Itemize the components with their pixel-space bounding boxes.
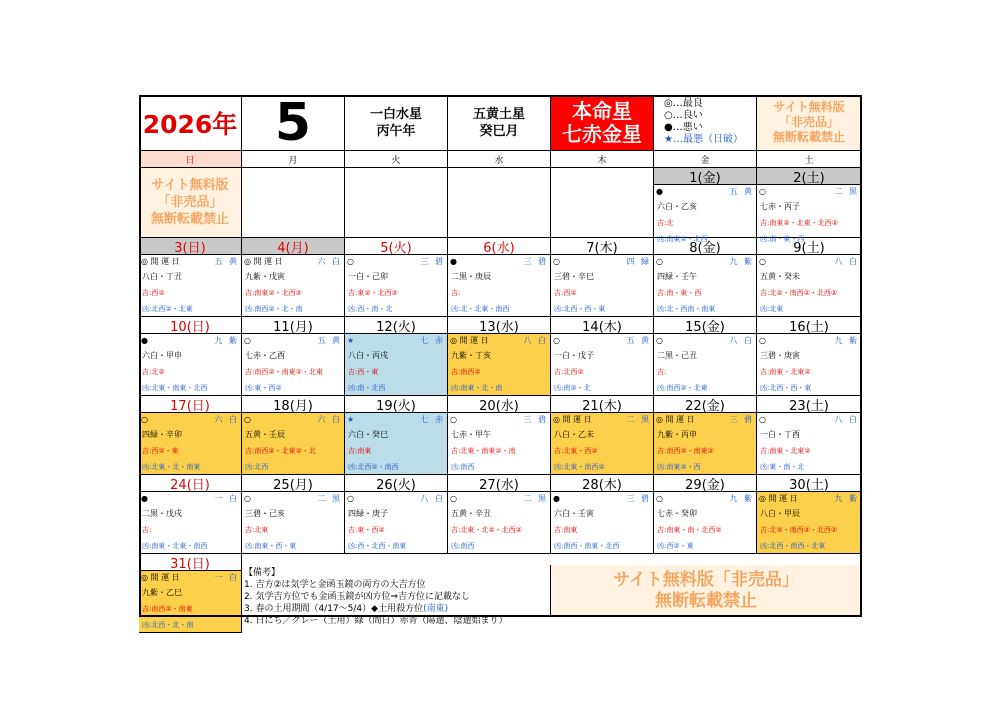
- fortune-mark: ○: [759, 257, 766, 266]
- lucky-directions: 吉:南東②・北東・北西②: [760, 219, 838, 227]
- lucky-directions: 吉:南東②・北西②: [245, 289, 302, 297]
- lucky-directions: 吉:北西②: [554, 368, 584, 376]
- day-cell: [242, 255, 345, 317]
- day-cell: [448, 334, 551, 396]
- day-cell: [242, 334, 345, 396]
- notes-box: [242, 565, 551, 626]
- fortune-mark: ○: [759, 415, 766, 424]
- date-cell: 26(火): [345, 475, 448, 492]
- day-star-stem: 三碧・己亥: [245, 509, 285, 518]
- fortune-mark: ○: [656, 494, 663, 503]
- day-cell: [139, 413, 242, 475]
- day-star-stem: 九紫・丁亥: [451, 351, 491, 360]
- day-star-stem: 九紫・乙巳: [142, 588, 182, 597]
- lucky-directions: 吉:西②: [142, 289, 165, 297]
- day-header: [757, 492, 861, 505]
- day-star-label: 八 白: [729, 336, 754, 345]
- day-star-stem: 五黄・壬辰: [245, 430, 285, 439]
- day-header: [757, 255, 861, 268]
- day-star-stem: 七赤・癸卯: [657, 509, 697, 518]
- fortune-mark: ★: [347, 415, 355, 424]
- day-header: [551, 492, 653, 505]
- day-header: [448, 492, 550, 505]
- weekday-mon: 月: [242, 151, 345, 168]
- day-star-stem: 五黄・癸未: [760, 272, 800, 281]
- date-cell: 25(月): [242, 475, 345, 492]
- day-star-label: 五 黄: [317, 336, 342, 345]
- day-cell: [448, 492, 551, 554]
- lucky-directions: 吉:南西②・南東②・北東: [245, 368, 323, 376]
- date-cell: 15(金): [654, 317, 757, 334]
- promo-side: [139, 168, 242, 238]
- date-cell: 10(日): [139, 317, 242, 334]
- unlucky-directions: 凶:南東②・西: [657, 463, 701, 471]
- day-star-stem: 六白・癸巳: [348, 430, 388, 439]
- calendar: [139, 92, 862, 629]
- unlucky-directions: 凶:南東②・北西: [657, 235, 708, 243]
- fortune-mark: ○: [656, 336, 663, 345]
- day-cell: [448, 255, 551, 317]
- lucky-directions: 吉:北東: [245, 526, 269, 534]
- day-header: [139, 571, 241, 584]
- day-star-label: 二 黒: [626, 415, 651, 424]
- day-header: [345, 255, 447, 268]
- date-cell: 1(金): [654, 168, 757, 185]
- day-header: [448, 255, 550, 268]
- lucky-directions: 吉:南東・北東②: [760, 368, 811, 376]
- unlucky-directions: 凶:東・西②: [245, 384, 282, 392]
- date-cell: 6(水): [448, 238, 551, 255]
- unlucky-directions: 凶:南西②・北東: [657, 384, 708, 392]
- day-star-stem: 三碧・辛巳: [554, 272, 594, 281]
- day-cell: [654, 413, 757, 475]
- day-star-stem: 二黒・庚辰: [451, 272, 491, 281]
- weekday-tue: 火: [345, 151, 448, 168]
- promo-side-line: サイト無料版: [151, 178, 229, 193]
- unlucky-directions: 凶:北東・南東・北西: [142, 384, 208, 392]
- promo-bottom-line: 無断転載禁止: [655, 590, 757, 611]
- fortune-mark: ○: [553, 336, 560, 345]
- day-star-stem: 八白・乙未: [554, 430, 594, 439]
- day-star-label: 六 白: [214, 415, 239, 424]
- weekday-fri: 金: [654, 151, 757, 168]
- day-header: [551, 413, 653, 426]
- fortune-mark: ◎ 開 運 日: [656, 415, 695, 424]
- day-cell: [242, 492, 345, 554]
- lucky-directions: 吉:西②: [554, 289, 577, 297]
- day-cell: [654, 492, 757, 554]
- unlucky-directions: 凶:西②・東: [657, 542, 694, 550]
- weekday-sun: 日: [139, 151, 242, 168]
- day-header: [654, 185, 756, 198]
- unlucky-directions: 凶:北西・西・東: [760, 384, 812, 392]
- day-star-stem: 九紫・戊寅: [245, 272, 285, 281]
- lucky-directions: 吉:: [142, 526, 152, 534]
- month-star-name: 五黄土星: [472, 106, 525, 122]
- date-cell: 19(火): [345, 396, 448, 413]
- day-header: [242, 255, 344, 268]
- day-header: [654, 255, 756, 268]
- day-star-label: 九 紫: [729, 257, 754, 266]
- day-star-label: 七 赤: [420, 415, 445, 424]
- day-cell: [757, 492, 862, 554]
- unlucky-directions: 凶:北西・西・東: [554, 305, 606, 313]
- day-cell: [551, 413, 654, 475]
- unlucky-directions: 凶:東・南・北: [760, 463, 805, 471]
- day-star-label: 二 黒: [834, 187, 859, 196]
- day-star-label: 九 紫: [729, 494, 754, 503]
- lucky-directions: 吉:西②・東: [142, 447, 179, 455]
- year-stem: 丙午年: [376, 123, 416, 139]
- day-cell: [654, 334, 757, 396]
- month-number: 5: [242, 95, 345, 151]
- day-header: [757, 185, 861, 198]
- day-star-label: 八 白: [420, 494, 445, 503]
- lucky-directions: 吉:南・東・西: [657, 289, 702, 297]
- day-header: [757, 334, 861, 347]
- lucky-directions: 吉:北: [657, 219, 674, 227]
- day-star-stem: 六白・甲申: [142, 351, 182, 360]
- day-header: [242, 413, 344, 426]
- unlucky-directions: 凶:南東・北東・南西: [142, 542, 208, 550]
- day-star-label: 三 碧: [626, 494, 651, 503]
- unlucky-directions: 凶:西・南・北: [348, 305, 393, 313]
- month-stem: 癸巳月: [479, 123, 519, 139]
- mark-legend: [654, 95, 757, 151]
- day-star-stem: 八白・甲辰: [760, 509, 800, 518]
- unlucky-directions: 凶:南西: [451, 463, 475, 471]
- day-star-label: 五 黄: [729, 187, 754, 196]
- unlucky-directions: 凶:北・北東・南西: [451, 305, 510, 313]
- day-star-stem: 六白・乙亥: [657, 202, 697, 211]
- honmei-star: [551, 95, 654, 151]
- lucky-directions: 吉:南西②・南東: [142, 605, 193, 613]
- lucky-directions: 吉:北東・北②・北西②: [451, 526, 522, 534]
- day-cell: [551, 334, 654, 396]
- empty-cell: [345, 168, 448, 238]
- lucky-directions: 吉:南西②: [451, 368, 481, 376]
- day-star-stem: 三碧・庚寅: [760, 351, 800, 360]
- lucky-directions: 吉:北②: [142, 368, 165, 376]
- day-cell: [139, 255, 242, 317]
- day-star-stem: 一白・丁酉: [760, 430, 800, 439]
- unlucky-directions: 凶:北・西南・南東: [657, 305, 716, 313]
- fortune-mark: ◎ 開 運 日: [141, 573, 180, 582]
- day-header: [551, 334, 653, 347]
- day-cell: [757, 413, 862, 475]
- date-cell: 11(月): [242, 317, 345, 334]
- day-star-label: 五 黄: [214, 257, 239, 266]
- fortune-mark: ●: [553, 494, 560, 503]
- day-star-stem: 一白・己卯: [348, 272, 388, 281]
- promo-side-line: 「非売品」: [157, 195, 223, 210]
- day-header: [345, 334, 447, 347]
- day-star-label: 三 碧: [523, 415, 548, 424]
- day-star-stem: 六白・壬寅: [554, 509, 594, 518]
- fortune-mark: ○: [244, 494, 251, 503]
- date-cell: 9(土): [757, 238, 862, 255]
- date-cell: 12(火): [345, 317, 448, 334]
- date-cell: 14(木): [551, 317, 654, 334]
- lucky-directions: 吉:西・東: [348, 368, 379, 376]
- fortune-mark: ●: [450, 257, 457, 266]
- day-cell: [345, 413, 448, 475]
- day-header: [448, 334, 550, 347]
- day-cell: [345, 255, 448, 317]
- day-star-label: 八 白: [523, 336, 548, 345]
- day-star-stem: 七赤・甲午: [451, 430, 491, 439]
- lucky-directions: 吉:南東・南・北西②: [657, 526, 722, 534]
- day-cell: [139, 571, 242, 633]
- unlucky-directions: 凶:西・北西・南東: [348, 542, 407, 550]
- date-cell: 17(日): [139, 396, 242, 413]
- fortune-mark: ◎ 開 運 日: [141, 257, 180, 266]
- lucky-directions: 吉:東②・北西②: [348, 289, 398, 297]
- date-cell: 18(月): [242, 396, 345, 413]
- promo-header-line: 無断転載禁止: [772, 130, 845, 144]
- fortune-mark: ★: [347, 336, 355, 345]
- fortune-mark: ●: [656, 187, 663, 196]
- fortune-mark: ●: [141, 336, 148, 345]
- fortune-mark: ○: [553, 257, 560, 266]
- notes-item-text: 3. 春の土用期間（4/17～5/4）◆土用殺方位: [244, 604, 424, 614]
- promo-header-line: 「非売品」: [778, 115, 839, 129]
- fortune-mark: ○: [141, 415, 148, 424]
- empty-cell: [242, 168, 345, 238]
- promo-bottom: [551, 565, 862, 617]
- unlucky-directions: 凶:南・北西: [348, 384, 386, 392]
- date-cell: 31(日): [139, 554, 242, 571]
- unlucky-directions: 凶:南西・南東・北西: [554, 542, 620, 550]
- day-header: [654, 334, 756, 347]
- fortune-mark: ○: [759, 336, 766, 345]
- day-star-label: 一 白: [214, 573, 239, 582]
- lucky-directions: 吉:南西②・南東②: [657, 447, 714, 455]
- date-cell: 20(水): [448, 396, 551, 413]
- lucky-directions: 吉:: [657, 368, 667, 376]
- unlucky-directions: 凶:南・東・西: [760, 235, 805, 243]
- notes-item: 2. 気学吉方位でも金函玉鏡が凶方位⇒吉方位に記載なし: [244, 592, 470, 602]
- day-header: [139, 334, 241, 347]
- day-star-label: 八 白: [834, 257, 859, 266]
- date-cell: 27(水): [448, 475, 551, 492]
- fortune-mark: ○: [347, 257, 354, 266]
- legend-best: ◎…最良: [664, 98, 703, 109]
- fortune-mark: ○: [244, 336, 251, 345]
- lucky-directions: 吉:南東: [554, 526, 578, 534]
- fortune-mark: ○: [656, 257, 663, 266]
- day-star-stem: 二黒・戊戌: [142, 509, 182, 518]
- notes-title: 【備考】: [244, 568, 281, 578]
- unlucky-directions: 凶:北東・南西②: [554, 463, 605, 471]
- day-header: [242, 334, 344, 347]
- year-title: 2026年: [139, 95, 242, 151]
- day-star-stem: 七赤・乙酉: [245, 351, 285, 360]
- promo-header: [757, 95, 862, 151]
- day-cell: [345, 334, 448, 396]
- fortune-mark: ●: [141, 494, 148, 503]
- notes-item: 1. 吉方②は気学と金函玉鏡の両方の大吉方位: [244, 580, 426, 590]
- day-star-stem: 五黄・辛丑: [451, 509, 491, 518]
- day-cell: [242, 413, 345, 475]
- day-star-label: 二 黒: [317, 494, 342, 503]
- date-cell: 8(金): [654, 238, 757, 255]
- day-star-stem: 二黒・己丑: [657, 351, 697, 360]
- honmei-label: 本命星: [572, 98, 632, 123]
- date-cell: 23(土): [757, 396, 862, 413]
- promo-bottom-line: サイト無料版「非売品」: [613, 569, 799, 590]
- date-cell: 30(土): [757, 475, 862, 492]
- unlucky-directions: 凶:南西②・北・南: [245, 305, 303, 313]
- notes-doyo-direction: (南東): [423, 604, 449, 614]
- unlucky-directions: 凶:北西②・南西: [348, 463, 399, 471]
- lucky-directions: 吉:東・西②: [348, 526, 385, 534]
- day-cell: [551, 492, 654, 554]
- date-cell: 3(日): [139, 238, 242, 255]
- fortune-mark: ○: [347, 494, 354, 503]
- lucky-directions: 吉:南東・北東②: [760, 447, 811, 455]
- day-header: [654, 492, 756, 505]
- empty-cell: [448, 168, 551, 238]
- day-star-label: 九 紫: [214, 336, 239, 345]
- legend-worst: ★…最悪（日破）: [664, 134, 743, 145]
- day-star-stem: 八白・丁丑: [142, 272, 182, 281]
- day-star-label: 一 白: [214, 494, 239, 503]
- day-star-label: 三 碧: [420, 257, 445, 266]
- lucky-directions: 吉:北②・南西②・北西②: [760, 526, 838, 534]
- day-star-stem: 四緑・庚子: [348, 509, 388, 518]
- notes-item: 4. 日にち／グレー（土用）緑（間日）赤青（陽遁、陰遁始まり）: [244, 616, 508, 626]
- unlucky-directions: 凶:北西: [245, 463, 269, 471]
- day-star-label: 三 碧: [523, 257, 548, 266]
- unlucky-directions: 凶:南東・西・東: [245, 542, 297, 550]
- weekday-wed: 水: [448, 151, 551, 168]
- date-cell: 22(金): [654, 396, 757, 413]
- day-star-label: 九 紫: [834, 336, 859, 345]
- unlucky-directions: 凶:南②・北: [554, 384, 591, 392]
- day-cell: [139, 334, 242, 396]
- day-header: [242, 492, 344, 505]
- lucky-directions: 吉:北②・南西②・北西②: [760, 289, 838, 297]
- lucky-directions: 吉:北東・西②: [554, 447, 598, 455]
- fortune-mark: ○: [450, 494, 457, 503]
- day-star-stem: 八白・丙戌: [348, 351, 388, 360]
- date-cell: 21(木): [551, 396, 654, 413]
- day-star-label: 二 黒: [523, 494, 548, 503]
- day-header: [139, 413, 241, 426]
- date-cell: 4(月): [242, 238, 345, 255]
- year-star-name: 一白水星: [369, 106, 422, 122]
- unlucky-directions: 凶:南西: [451, 542, 475, 550]
- date-cell: 24(日): [139, 475, 242, 492]
- day-star-stem: 一白・戊子: [554, 351, 594, 360]
- unlucky-directions: 凶:北東: [760, 305, 784, 313]
- unlucky-directions: 凶:北西②・北東: [142, 305, 193, 313]
- weekday-thu: 木: [551, 151, 654, 168]
- day-header: [448, 413, 550, 426]
- day-cell: [551, 255, 654, 317]
- day-cell: [654, 185, 757, 243]
- day-star-stem: 四緑・壬午: [657, 272, 697, 281]
- lucky-directions: 吉:北東・南東②・南: [451, 447, 516, 455]
- day-star-stem: 九紫・丙申: [657, 430, 697, 439]
- fortune-mark: ○: [244, 415, 251, 424]
- day-header: [757, 413, 861, 426]
- empty-cell: [551, 168, 654, 238]
- day-star-label: 五 黄: [626, 336, 651, 345]
- date-cell: 7(木): [551, 238, 654, 255]
- legend-bad: ●…悪い: [664, 122, 703, 133]
- fortune-mark: ◎ 開 運 日: [450, 336, 489, 345]
- lucky-directions: 吉:南西②・北東②・北: [245, 447, 316, 455]
- fortune-mark: ◎ 開 運 日: [759, 494, 798, 503]
- day-star-label: 六 白: [317, 415, 342, 424]
- day-star-label: 三 碧: [729, 415, 754, 424]
- lucky-directions: 吉:南東: [348, 447, 372, 455]
- date-cell: 13(水): [448, 317, 551, 334]
- unlucky-directions: 凶:北東・北・南東: [142, 463, 201, 471]
- day-star-label: 七 赤: [420, 336, 445, 345]
- unlucky-directions: 凶:北西・南西・北東: [760, 542, 826, 550]
- day-star-stem: 七赤・丙子: [760, 202, 800, 211]
- date-cell: 28(木): [551, 475, 654, 492]
- promo-header-line: サイト無料版: [773, 100, 845, 114]
- day-star-label: 六 白: [317, 257, 342, 266]
- day-star-label: 四 緑: [626, 257, 651, 266]
- date-cell: 5(火): [345, 238, 448, 255]
- date-cell: 2(土): [757, 168, 862, 185]
- date-cell: 29(金): [654, 475, 757, 492]
- weekday-sat: 土: [757, 151, 862, 168]
- day-star-stem: 四緑・辛卯: [142, 430, 182, 439]
- day-header: [139, 492, 241, 505]
- unlucky-directions: 凶:南東・北・南: [451, 384, 503, 392]
- fortune-mark: ○: [450, 415, 457, 424]
- honmei-value: 七赤金星: [562, 121, 642, 146]
- fortune-mark: ○: [759, 187, 766, 196]
- day-cell: [654, 255, 757, 317]
- day-cell: [757, 185, 862, 243]
- day-star-label: 九 紫: [834, 494, 859, 503]
- day-header: [345, 492, 447, 505]
- day-header: [345, 413, 447, 426]
- month-star: [448, 95, 551, 151]
- lucky-directions: 吉:: [451, 289, 461, 297]
- day-cell: [757, 255, 862, 317]
- notes-item: [244, 603, 548, 615]
- day-cell: [139, 492, 242, 554]
- fortune-mark: ◎ 開 運 日: [553, 415, 592, 424]
- legend-good: ○…良い: [664, 110, 703, 121]
- promo-side-line: 無断転載禁止: [150, 212, 229, 227]
- day-cell: [345, 492, 448, 554]
- day-header: [654, 413, 756, 426]
- date-cell: 16(土): [757, 317, 862, 334]
- unlucky-directions: 凶:北西・北・南: [142, 621, 194, 629]
- fortune-mark: ◎ 開 運 日: [244, 257, 283, 266]
- day-header: [551, 255, 653, 268]
- day-cell: [448, 413, 551, 475]
- day-cell: [757, 334, 862, 396]
- year-star: [345, 95, 448, 151]
- day-star-label: 八 白: [834, 415, 859, 424]
- day-header: [139, 255, 241, 268]
